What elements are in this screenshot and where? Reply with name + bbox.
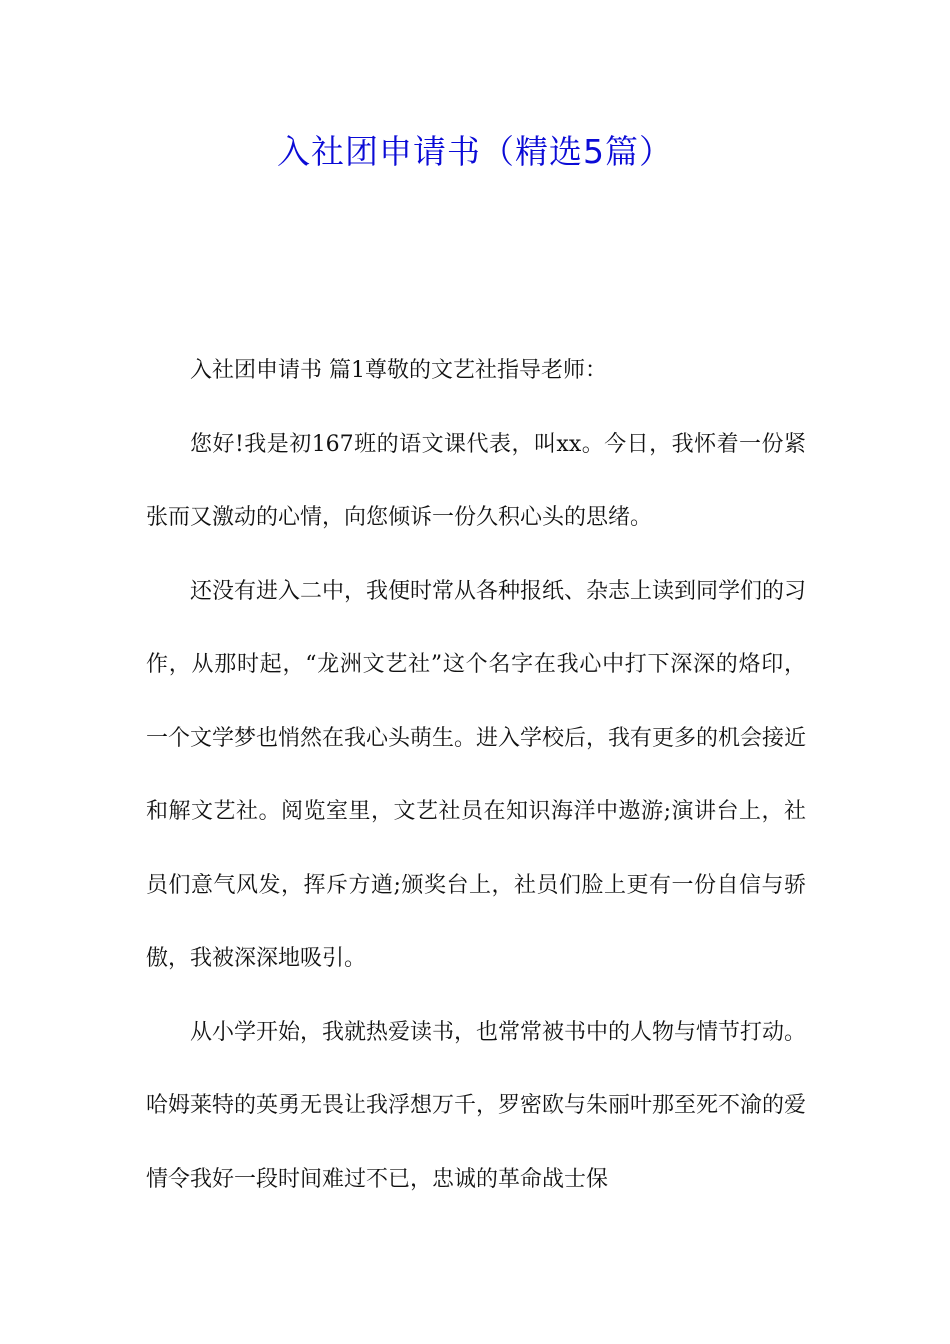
paragraph-2: 您好!我是初167班的语文课代表，叫xx。今日，我怀着一份紧张而又激动的心情，向您倾诉一份久积心头的思绪。	[146, 431, 806, 530]
paragraph-1: 入社团申请书 篇1尊敬的文艺社指导老师：	[190, 358, 607, 383]
paragraph-4: 从小学开始，我就热爱读书，也常常被书中的人物与情节打动。哈姆莱特的英勇无畏让我浮想万千，罗密欧与朱丽叶那至死不渝的爱情令我好一段时间难过不已，忠诚的革命战士保	[146, 1019, 807, 1192]
document-body	[146, 334, 806, 1216]
paragraph-3: 还没有进入二中，我便时常从各种报纸、杂志上读到同学们的习作，从那时起，“龙洲文艺社”这个名字在我心中打下深深的烙印，一个文学梦也悄然在我心头萌生。进入学校后，我有更多的机会接近和解文艺社。阅览室里，文艺社员在知识海洋中遨游;演讲台上，社员们意气风发，挥斥方遒;颁奖台上，社员们脸上更有一份自信与骄傲，我被深深地吸引。	[146, 578, 807, 971]
document-title: 入社团申请书（精选5篇）	[277, 132, 673, 171]
